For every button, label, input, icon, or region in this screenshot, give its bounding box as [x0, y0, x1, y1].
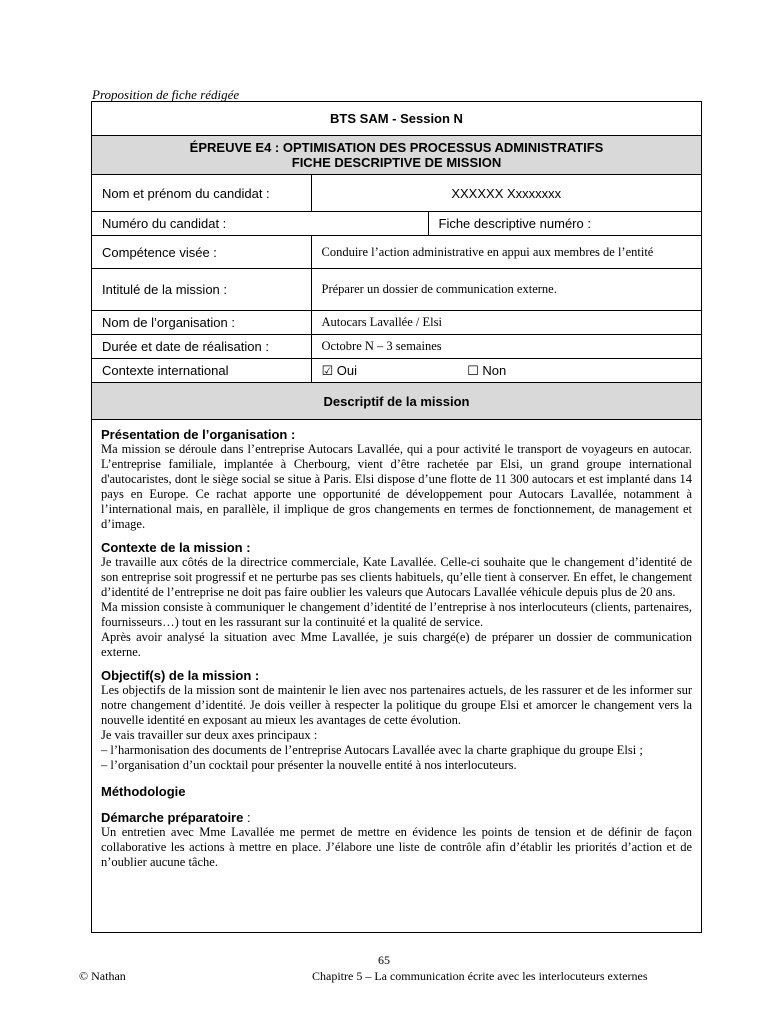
contexte-paragraph-3: Après avoir analysé la situation avec Mme Lavallée, je suis chargé(e) de préparer un dossier de communication externe. — [101, 630, 692, 659]
mission-sheet — [91, 101, 702, 933]
mission-description — [92, 420, 701, 870]
duree-value: Octobre N – 3 semaines — [311, 335, 701, 359]
fiche-label: Fiche descriptive numéro : — [428, 212, 701, 236]
contexte-paragraph-1: Je travaille aux côtés de la directrice commerciale, Kate Lavallée. Celle-ci souhaite que le changement d’identité de son entreprise soit progressif et ne perturbe pas ses clients habituels, qu’elle tient à conserver. En effet, le changement d’identité de l’entreprise ne doit pas faire oublier les valeurs que Autocars Lavallée véhicule depuis plus de 20 ans. — [101, 555, 692, 599]
objectifs-paragraph-4: – l’organisation d’un cocktail pour présenter la nouvelle entité à nos interlocuteurs. — [101, 758, 517, 772]
epreuve-title — [92, 136, 701, 175]
duree-label: Durée et date de réalisation : — [92, 335, 311, 359]
contexte-label: Contexte international — [92, 359, 311, 383]
session-row — [92, 102, 701, 136]
competence-label: Compétence visée : — [92, 236, 311, 269]
session-title: BTS SAM - Session N — [92, 102, 701, 136]
objectifs-heading: Objectif(s) de la mission : — [101, 668, 260, 683]
presentation-heading: Présentation de l’organisation : — [101, 427, 296, 442]
epreuve-line-1: ÉPREUVE E4 : OPTIMISATION DES PROCESSUS ADMINISTRATIFS — [189, 140, 604, 155]
objectifs-paragraph-3: – l’harmonisation des documents de l’entreprise Autocars Lavallée avec la charte graphique du groupe Elsi ; — [101, 743, 643, 757]
nom-row — [92, 175, 701, 212]
contexte-row — [92, 359, 701, 383]
chapter-title: Chapitre 5 – La communication écrite avec les interlocuteurs externes — [312, 969, 648, 983]
methodologie-heading: Méthodologie — [101, 784, 186, 799]
duree-row — [92, 335, 701, 359]
contexte-options — [311, 359, 701, 383]
objectifs-paragraph-1: Les objectifs de la mission sont de maintenir le lien avec nos partenaires actuels, de les rassurer et de les informer sur notre changement d’identité. Je dois veiller à respecter la politique du groupe Elsi et amorcer le changement vers la nouvelle identité en exposant au mieux les avantages de cette évolution. — [101, 683, 692, 727]
numero-row — [92, 212, 701, 236]
organisation-row — [92, 311, 701, 335]
publisher-credit: © Nathan — [79, 969, 126, 983]
competence-value: Conduire l’action administrative en appui aux membres de l’entité — [311, 236, 701, 269]
intitule-value: Préparer un dossier de communication externe. — [311, 269, 701, 311]
nom-value: XXXXXX Xxxxxxxx — [311, 175, 701, 212]
epreuve-row — [92, 136, 701, 175]
unchecked-checkbox-icon: ☐ — [467, 363, 479, 379]
demarche-heading-colon: : — [243, 810, 251, 825]
intitule-label: Intitulé de la mission : — [92, 269, 311, 311]
descriptif-row — [92, 383, 701, 420]
demarche-text: Un entretien avec Mme Lavallée me permet de mettre en évidence les points de tension et de définir de façon collaborative les actions à mettre en place. J’élabore une liste de contrôle afin d’établir les priorités d’action et de n’oublier aucune tâche. — [101, 825, 692, 869]
demarche-heading — [101, 810, 692, 825]
presentation-text: Ma mission se déroule dans l’entreprise Autocars Lavallée, qui a pour activité le transport de voyageurs en autocar. L’entreprise familiale, implantée à Cherbourg, vient d’être rachetée par Elsi, un grand groupe international d'autocaristes, dont le siège social se situe à Paris. Elsi dispose d’une flotte de 11 300 autocars et est implanté dans 14 pays en Europe. Ce rachat apporte une opportunité de développement pour Autocars Lavallée, notamment à l’international mais, en parallèle, il implique de gros changements en termes de fonctionnement, de management et d’image. — [101, 442, 692, 531]
epreuve-line-2: FICHE DESCRIPTIVE DE MISSION — [291, 155, 502, 170]
checked-checkbox-icon: ☑ — [321, 363, 334, 379]
mission-form-table — [92, 102, 701, 420]
numero-label: Numéro du candidat : — [92, 212, 428, 236]
contexte-heading: Contexte de la mission : — [101, 540, 251, 555]
page-number: 65 — [378, 953, 390, 967]
organisation-label: Nom de l’organisation : — [92, 311, 311, 335]
descriptif-title: Descriptif de la mission — [92, 383, 701, 420]
non-label: Non — [482, 362, 507, 378]
competence-row — [92, 236, 701, 269]
non-option[interactable] — [467, 363, 506, 378]
organisation-value: Autocars Lavallée / Elsi — [311, 311, 701, 335]
nom-label: Nom et prénom du candidat : — [92, 175, 311, 212]
demarche-heading-text: Démarche préparatoire — [101, 810, 244, 825]
contexte-paragraph-2: Ma mission consiste à communiquer le changement d’identité de l’entreprise à nos interlocuteurs (clients, partenaires, fournisseurs…) tout en les rassurant sur la continuité et la qualité de service. — [101, 600, 692, 629]
page-caption: Proposition de fiche rédigée — [92, 87, 240, 102]
objectifs-paragraph-2: Je vais travailler sur deux axes principaux : — [101, 728, 318, 742]
oui-label: Oui — [336, 362, 358, 378]
oui-option[interactable] — [322, 363, 464, 379]
intitule-row — [92, 269, 701, 311]
